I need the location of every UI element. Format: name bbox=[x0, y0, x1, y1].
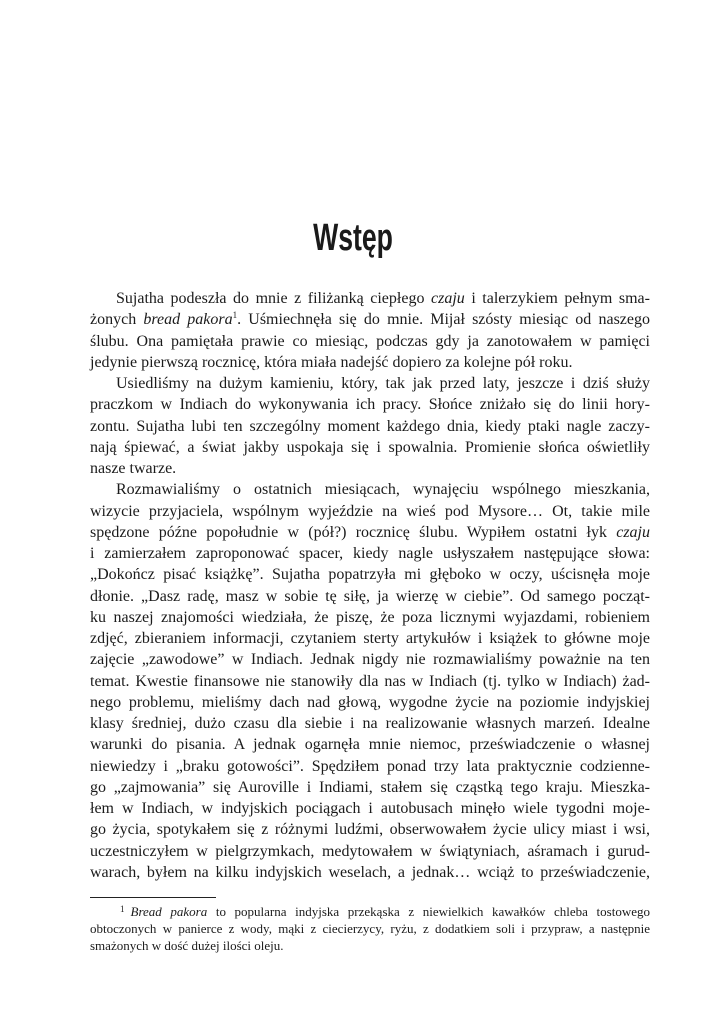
footnote-marker: 1 bbox=[120, 904, 125, 914]
text-line bbox=[90, 331, 650, 352]
text-line bbox=[90, 586, 650, 607]
text-segment: zajęcie „zawodowe” w Indiach. Jednak nigdy nie rozmawialiśmy poważnie na ten bbox=[90, 651, 650, 669]
text-segment: . Uśmiechnęła się do mnie. Mijał szósty miesiąc od naszego bbox=[237, 311, 650, 329]
text-segment: ślubu. Ona pamiętała prawie co miesiąc, podczas gdy ja zanotowałem w pamięci bbox=[90, 332, 650, 350]
chapter-title-text: Wstęp bbox=[313, 217, 393, 259]
text-segment: i talerzykiem pełnym sma- bbox=[464, 290, 650, 307]
text-segment: zontu. Sujatha lubi ten szczególny moment każdego dnia, kiedy ptaki nagle zaczy- bbox=[90, 417, 650, 435]
body-text bbox=[90, 288, 650, 883]
text-segment: go życia, spotykałem się z różnymi ludźmi, obserwowałem życie ulicy miast i wsi, bbox=[90, 821, 650, 839]
text-line bbox=[90, 713, 650, 734]
paragraph bbox=[90, 479, 650, 883]
text-segment: dłonie. „Dasz radę, masz w sobie tę siłę, ja wierzę w ciebie”. Od samego począt- bbox=[90, 587, 650, 605]
text-segment: nego problemu, mieliśmy dach nad głową, wygodne życie na poziomie indyjskiej bbox=[90, 693, 650, 711]
text-segment: temat. Kwestie finansowe nie stanowiły dla nas w Indiach (tj. tylko w Indiach) żad- bbox=[90, 672, 650, 690]
text-segment: warunki do pisania. A jednak ogarnęła mnie niemoc, przeświadczenie o własnej bbox=[90, 736, 650, 754]
text-segment: to popularna indyjska przekąska z niewielkich kawałków chleba tostowego bbox=[207, 904, 650, 919]
text-segment: nasze twarze. bbox=[90, 460, 177, 477]
text-segment: niewiedzy i „braku gotowości”. Spędziłem ponad trzy lata praktycznie codzienne- bbox=[90, 757, 650, 775]
text-segment: wizycie przyjaciela, wspólnym wyjeździe na wieś pod Mysore… Ot, takie mile bbox=[90, 502, 650, 520]
text-segment: Rozmawialiśmy o ostatnich miesiącach, wynajęciu wspólnego mieszkania, bbox=[116, 481, 650, 499]
paragraph bbox=[90, 373, 650, 479]
text-segment: ku naszej znajomości wiedziała, że piszę, że poza licznymi wyjazdami, robieniem bbox=[90, 608, 650, 626]
text-segment: Sujatha podeszła do mnie z filiżanką ciepłego bbox=[116, 290, 431, 307]
text-line bbox=[90, 692, 650, 713]
text-line bbox=[90, 458, 650, 479]
italic-term: czaju bbox=[431, 290, 465, 307]
text-line bbox=[90, 607, 650, 628]
chapter-title bbox=[0, 217, 706, 259]
text-segment: klasy średniej, dużo czasu dla siebie i na realizowanie własnych marzeń. Idealne bbox=[90, 715, 650, 732]
text-line bbox=[90, 394, 650, 415]
text-line bbox=[90, 628, 650, 649]
text-line bbox=[90, 501, 650, 522]
text-line bbox=[90, 564, 650, 585]
text-line bbox=[90, 798, 650, 819]
text-line bbox=[90, 734, 650, 755]
footnote-line bbox=[90, 920, 650, 937]
text-segment: jedynie pierwszą rocznicę, która miała nadejść dopiero za kolejne pół roku. bbox=[90, 353, 573, 371]
text-line bbox=[90, 649, 650, 670]
text-line bbox=[90, 841, 650, 862]
text-line bbox=[90, 671, 650, 692]
italic-term: Bread pakora bbox=[130, 904, 208, 919]
text-line bbox=[90, 479, 650, 500]
footnote bbox=[90, 903, 650, 954]
text-line bbox=[90, 862, 650, 883]
footnote-ref[interactable]: 1 bbox=[232, 310, 238, 321]
text-segment: uczestniczyłem w pielgrzymkach, medytowałem w świątyniach, aśramach i gurud- bbox=[90, 842, 650, 860]
text-segment: smażonych w dość dużej ilości oleju. bbox=[90, 938, 284, 953]
italic-term: bread pakora bbox=[143, 311, 233, 329]
text-segment: i zamierzałem zaproponować spacer, kiedy nagle usłyszałem następujące słowa: bbox=[90, 545, 650, 562]
text-segment: Usiedliśmy na dużym kamieniu, który, tak jak przed laty, jeszcze i dziś służy bbox=[116, 375, 650, 392]
text-segment: go „zajmowania” się Auroville i Indiami, stałem się cząstką tego kraju. Mieszka- bbox=[90, 778, 650, 796]
text-segment: spędzone późne popołudnie w (pół?) rocznicę ślubu. Wypiłem ostatni łyk bbox=[90, 523, 617, 541]
text-line bbox=[90, 522, 650, 543]
text-segment: obtoczonych w panierce z wody, mąki z ciecierzycy, ryżu, z dodatkiem soli i przypraw, a następnie bbox=[90, 921, 650, 936]
italic-term: czaju bbox=[616, 523, 650, 541]
text-line bbox=[90, 373, 650, 394]
text-segment: warach, byłem na kilku indyjskich weselach, a jednak… wciąż to przeświadczenie, bbox=[90, 863, 650, 881]
text-segment: łem w Indiach, w indyjskich pociągach i autobusach minęło wiele tygodni moje- bbox=[90, 800, 650, 817]
paragraph bbox=[90, 288, 650, 373]
footnote-line bbox=[90, 903, 650, 920]
text-line bbox=[90, 416, 650, 437]
text-segment: zdjęć, zbieraniem informacji, czytaniem sterty artykułów i książek to główne moje bbox=[90, 630, 650, 647]
text-line bbox=[90, 352, 650, 373]
text-line bbox=[90, 309, 650, 330]
text-line bbox=[90, 777, 650, 798]
text-segment: żonych bbox=[90, 311, 144, 329]
text-line bbox=[90, 819, 650, 840]
footnote-line bbox=[90, 937, 650, 954]
text-line bbox=[90, 437, 650, 458]
text-segment: „Dokończ pisać książkę”. Sujatha popatrzyła mi głęboko w oczy, uścisnęła moje bbox=[90, 566, 650, 584]
text-line bbox=[90, 288, 650, 309]
text-line bbox=[90, 756, 650, 777]
text-segment: nają śpiewać, a świat jakby uspokaja się i spowalnia. Promienie słońca oświetliły bbox=[90, 438, 650, 456]
text-line bbox=[90, 543, 650, 564]
footnote-separator bbox=[90, 897, 216, 898]
text-segment: praczkom w Indiach do wykonywania ich pracy. Słońce zniżało się do linii hory- bbox=[90, 396, 650, 414]
